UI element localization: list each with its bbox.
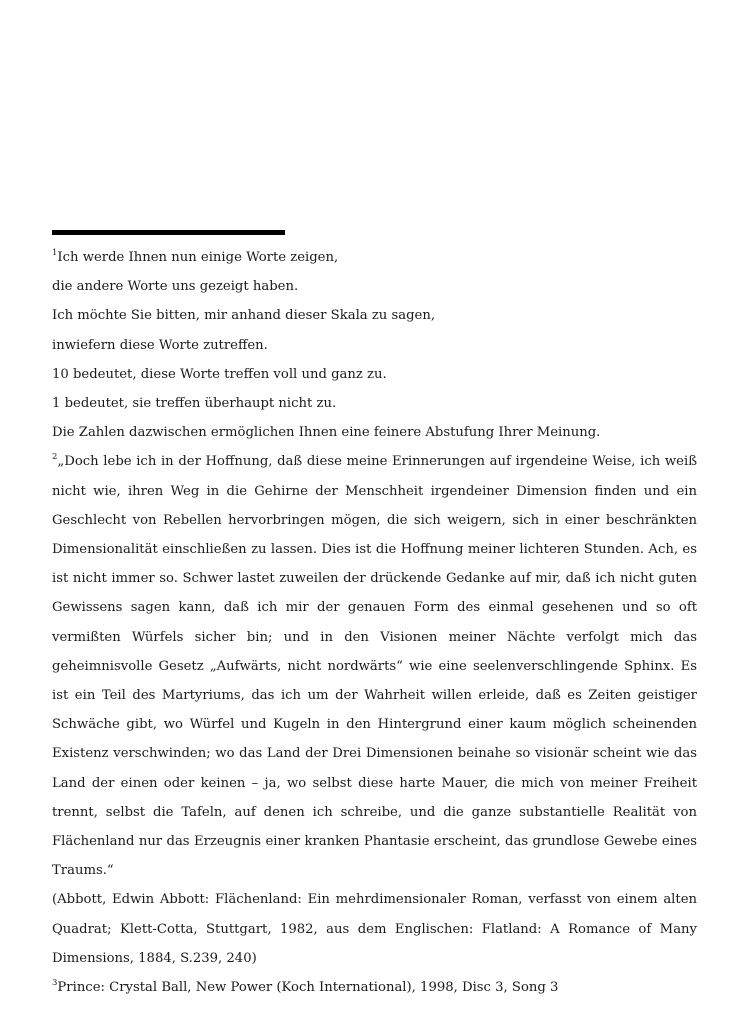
footnote-1 [52, 243, 697, 447]
footnotes-section [52, 243, 697, 1002]
footnote-1-line: Die Zahlen dazwischen ermöglichen Ihnen eine feinere Abstufung Ihrer Meinung. [52, 425, 601, 441]
footnote-2 [52, 447, 697, 973]
footnote-1-line: $^1$Ich werde Ihnen nun einige Worte zeigen, [52, 248, 339, 265]
footnote-1-line: Ich möchte Sie bitten, mir anhand dieser Skala zu sagen, [52, 308, 436, 324]
footnote-2-marker: 2 [52, 452, 58, 463]
footnote-3-line: $^3$Prince: Crystal Ball, New Power (Koch International), 1998, Disc 3, Song 3 [52, 978, 559, 996]
footnote-1-marker: 1 [52, 248, 58, 258]
footnote-1-line: 1 bedeutet, sie treffen überhaupt nicht zu. [52, 396, 337, 412]
footnote-1-line: inwiefern diese Worte zutreffen. [52, 337, 268, 353]
footnote-1-line: die andere Worte uns gezeigt haben. [52, 279, 299, 295]
footnote-1-line: 10 bedeutet, diese Worte treffen voll und ganz zu. [52, 366, 387, 382]
footnote-2-citation: (Abbott, Edwin Abbott: Flächenland: Ein mehrdimensionaler Roman, verfasst von einem alten Quadrat; Klett-Cotta, Stuttgart, 1982, aus dem Englischen: Flatland: A Romance of Many Dimensions, 1884, S.239, 240) [52, 892, 697, 966]
footnote-separator-rule [52, 230, 285, 235]
footnote-3-marker: 3 [52, 978, 58, 989]
footnote-3 [52, 973, 697, 1002]
footnote-2-quote: $^2$„Doch lebe ich in der Hoffnung, daß diese meine Erinnerungen auf irgendeine Weise, ich weiß nicht wie, ihren Weg in die Gehirne der Menschheit irgendeiner Dimension finden und ein Geschlecht von Rebellen hervorbringen mögen, die sich weigern, sich in einer beschränkten Dimensionalität einschließen zu lassen. Dies ist die Hoffnung meiner lichteren Stunden. Ach, es ist nicht immer so. Schwer lastet zuweilen der drückende Gedanke auf mir, daß ich nicht guten Gewissens sagen kann, daß ich mir der genauen Form des einmal gesehenen und so oft vermißten Würfels sicher bin; und in den Visionen meiner Nächte verfolgt mich das geheimnisvolle Gesetz „Aufwärts, nicht nordwärts“ wie eine seelenverschlingende Sphinx. Es ist ein Teil des Martyriums, das ich um der Wahrheit willen erleide, daß es Zeiten geistiger Schwäche gibt, wo Würfel und Kugeln in den Hintergrund einer kaum möglich scheinenden Existenz verschwinden; wo das Land der Drei Dimensionen beinahe so visionär scheint wie das Land der einen oder keinen – ja, wo selbst diese harte Mauer, die mich von meiner Freiheit trennt, selbst die Tafeln, auf denen ich schreibe, und die ganze substantielle Realität von Flächenland nur das Erzeugnis einer kranken Phantasie erscheint, das grundlose Gewebe eines Traums.“ [52, 452, 697, 879]
